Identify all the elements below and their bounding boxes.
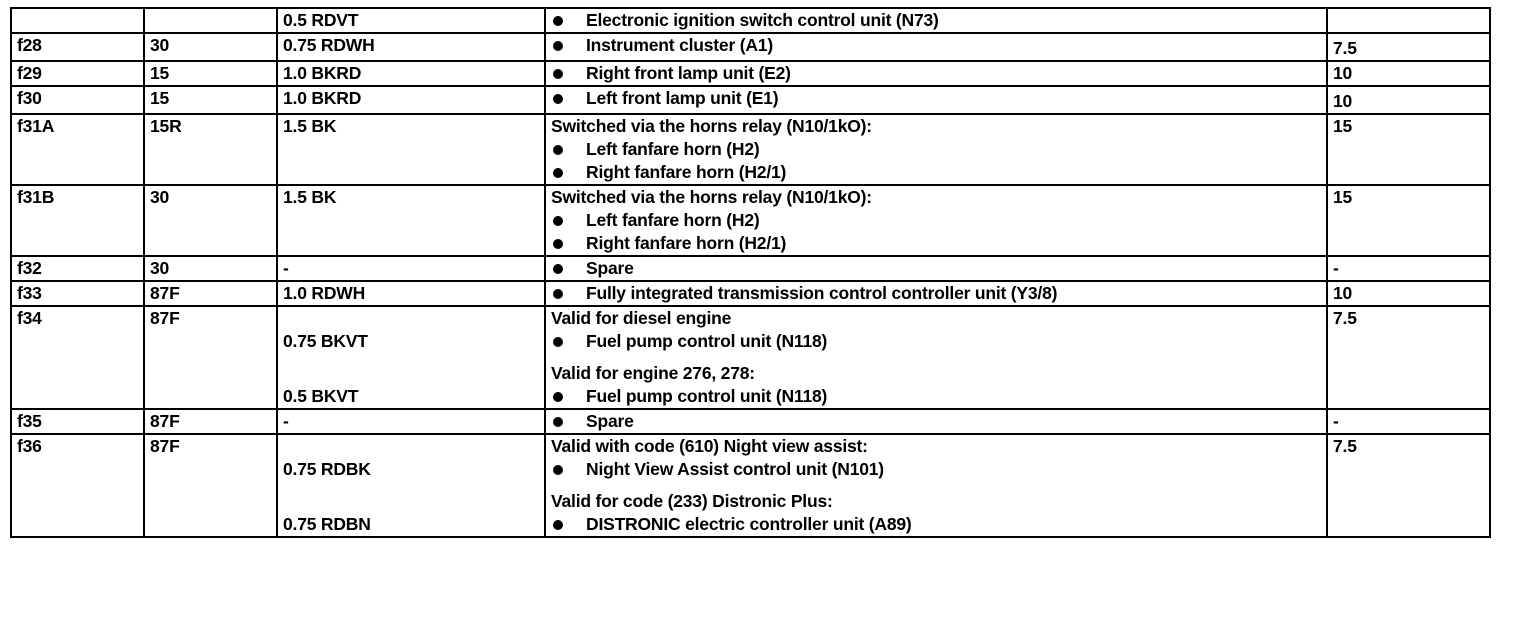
fuse-cell: f28 (11, 33, 144, 61)
amperage-cell: 10 (1327, 61, 1490, 86)
terminal-cell: 87F (144, 409, 277, 434)
terminal-cell: 15R (144, 114, 277, 185)
consumer-item: Left fanfare horn (H2) (551, 138, 1321, 161)
amperage-cell: 15 (1327, 185, 1490, 256)
group-heading: Valid for diesel engine (551, 308, 732, 328)
consumer-cell (545, 185, 1327, 256)
consumer-cell (545, 434, 1327, 537)
terminal-cell: 30 (144, 33, 277, 61)
amperage-cell: 10 (1327, 281, 1490, 306)
amperage-cell: 7.5 (1327, 434, 1490, 537)
consumer-cell (545, 8, 1327, 33)
consumer-item: Fully integrated transmission control controller unit (Y3/8) (551, 282, 1321, 305)
consumer-item: Left fanfare horn (H2) (551, 209, 1321, 232)
consumer-item: Instrument cluster (A1) (551, 34, 1321, 57)
consumer-item: Spare (551, 257, 1321, 280)
bullet-icon (553, 520, 563, 530)
wire-cell: 0.75 RDWH (277, 33, 545, 61)
terminal-cell: 15 (144, 61, 277, 86)
bullet-icon (553, 16, 563, 26)
consumer-intro: Switched via the horns relay (N10/1kO): (551, 116, 872, 136)
amperage-cell: - (1327, 256, 1490, 281)
consumer-item: Spare (551, 410, 1321, 433)
consumer-intro: Switched via the horns relay (N10/1kO): (551, 187, 872, 207)
consumer-item: DISTRONIC electric controller unit (A89) (551, 513, 1321, 536)
bullet-icon (553, 216, 563, 226)
wire-cell: 0.5 RDVT (277, 8, 545, 33)
consumer-item: Right fanfare horn (H2/1) (551, 232, 1321, 255)
terminal-cell: 30 (144, 185, 277, 256)
amperage-cell: 10 (1327, 86, 1490, 114)
wire-cell: - (277, 256, 545, 281)
fuse-cell: f29 (11, 61, 144, 86)
fuse-cell: f32 (11, 256, 144, 281)
consumer-item: Fuel pump control unit (N118) (551, 385, 1321, 408)
table-row (11, 409, 1490, 434)
table-row (11, 114, 1490, 185)
table-row (11, 8, 1490, 33)
consumer-item: Night View Assist control unit (N101) (551, 458, 1321, 481)
consumer-cell (545, 409, 1327, 434)
table-row (11, 33, 1490, 61)
bullet-icon (553, 94, 563, 104)
amperage-cell (1327, 8, 1490, 33)
table-row (11, 434, 1490, 537)
terminal-cell: 30 (144, 256, 277, 281)
fuse-table (10, 7, 1491, 538)
terminal-cell (144, 8, 277, 33)
amperage-cell: - (1327, 409, 1490, 434)
consumer-cell (545, 33, 1327, 61)
fuse-cell: f33 (11, 281, 144, 306)
wire-cell: 1.0 BKRD (277, 86, 545, 114)
fuse-cell: f34 (11, 306, 144, 409)
consumer-cell (545, 256, 1327, 281)
amperage-cell: 15 (1327, 114, 1490, 185)
bullet-icon (553, 168, 563, 178)
bullet-icon (553, 145, 563, 155)
amperage-cell: 7.5 (1327, 33, 1490, 61)
table-row (11, 185, 1490, 256)
wire-cell: 1.5 BK (277, 185, 545, 256)
bullet-icon (553, 239, 563, 249)
fuse-cell (11, 8, 144, 33)
wire-value: 0.5 BKVT (283, 386, 359, 406)
terminal-cell: 87F (144, 281, 277, 306)
table-row (11, 306, 1490, 409)
group-heading: Valid for code (233) Distronic Plus: (551, 491, 833, 511)
wire-cell: 1.0 RDWH (277, 281, 545, 306)
bullet-icon (553, 392, 563, 402)
fuse-cell: f31A (11, 114, 144, 185)
wire-cell: 1.5 BK (277, 114, 545, 185)
bullet-icon (553, 417, 563, 427)
bullet-icon (553, 289, 563, 299)
group-heading: Valid with code (610) Night view assist: (551, 436, 868, 456)
fuse-cell: f31B (11, 185, 144, 256)
wire-value: 0.75 BKVT (283, 331, 368, 351)
consumer-item: Right front lamp unit (E2) (551, 62, 1321, 85)
consumer-item: Left front lamp unit (E1) (551, 87, 1321, 110)
bullet-icon (553, 264, 563, 274)
table-row (11, 61, 1490, 86)
bullet-icon (553, 337, 563, 347)
terminal-cell: 87F (144, 434, 277, 537)
consumer-cell (545, 114, 1327, 185)
wire-cell (277, 306, 545, 409)
wire-value: 0.75 RDBN (283, 514, 371, 534)
consumer-item: Electronic ignition switch control unit (N73) (551, 9, 1321, 32)
consumer-cell (545, 306, 1327, 409)
table-row (11, 256, 1490, 281)
terminal-cell: 15 (144, 86, 277, 114)
bullet-icon (553, 465, 563, 475)
consumer-item: Right fanfare horn (H2/1) (551, 161, 1321, 184)
table-row (11, 86, 1490, 114)
table-row (11, 281, 1490, 306)
consumer-cell (545, 61, 1327, 86)
fuse-cell: f36 (11, 434, 144, 537)
bullet-icon (553, 69, 563, 79)
consumer-cell (545, 86, 1327, 114)
amperage-cell: 7.5 (1327, 306, 1490, 409)
fuse-cell: f35 (11, 409, 144, 434)
wire-value: 0.75 RDBK (283, 459, 371, 479)
consumer-item: Fuel pump control unit (N118) (551, 330, 1321, 353)
group-heading: Valid for engine 276, 278: (551, 363, 755, 383)
bullet-icon (553, 41, 563, 51)
wire-cell: 1.0 BKRD (277, 61, 545, 86)
wire-cell: - (277, 409, 545, 434)
wire-cell (277, 434, 545, 537)
consumer-cell (545, 281, 1327, 306)
fuse-cell: f30 (11, 86, 144, 114)
terminal-cell: 87F (144, 306, 277, 409)
